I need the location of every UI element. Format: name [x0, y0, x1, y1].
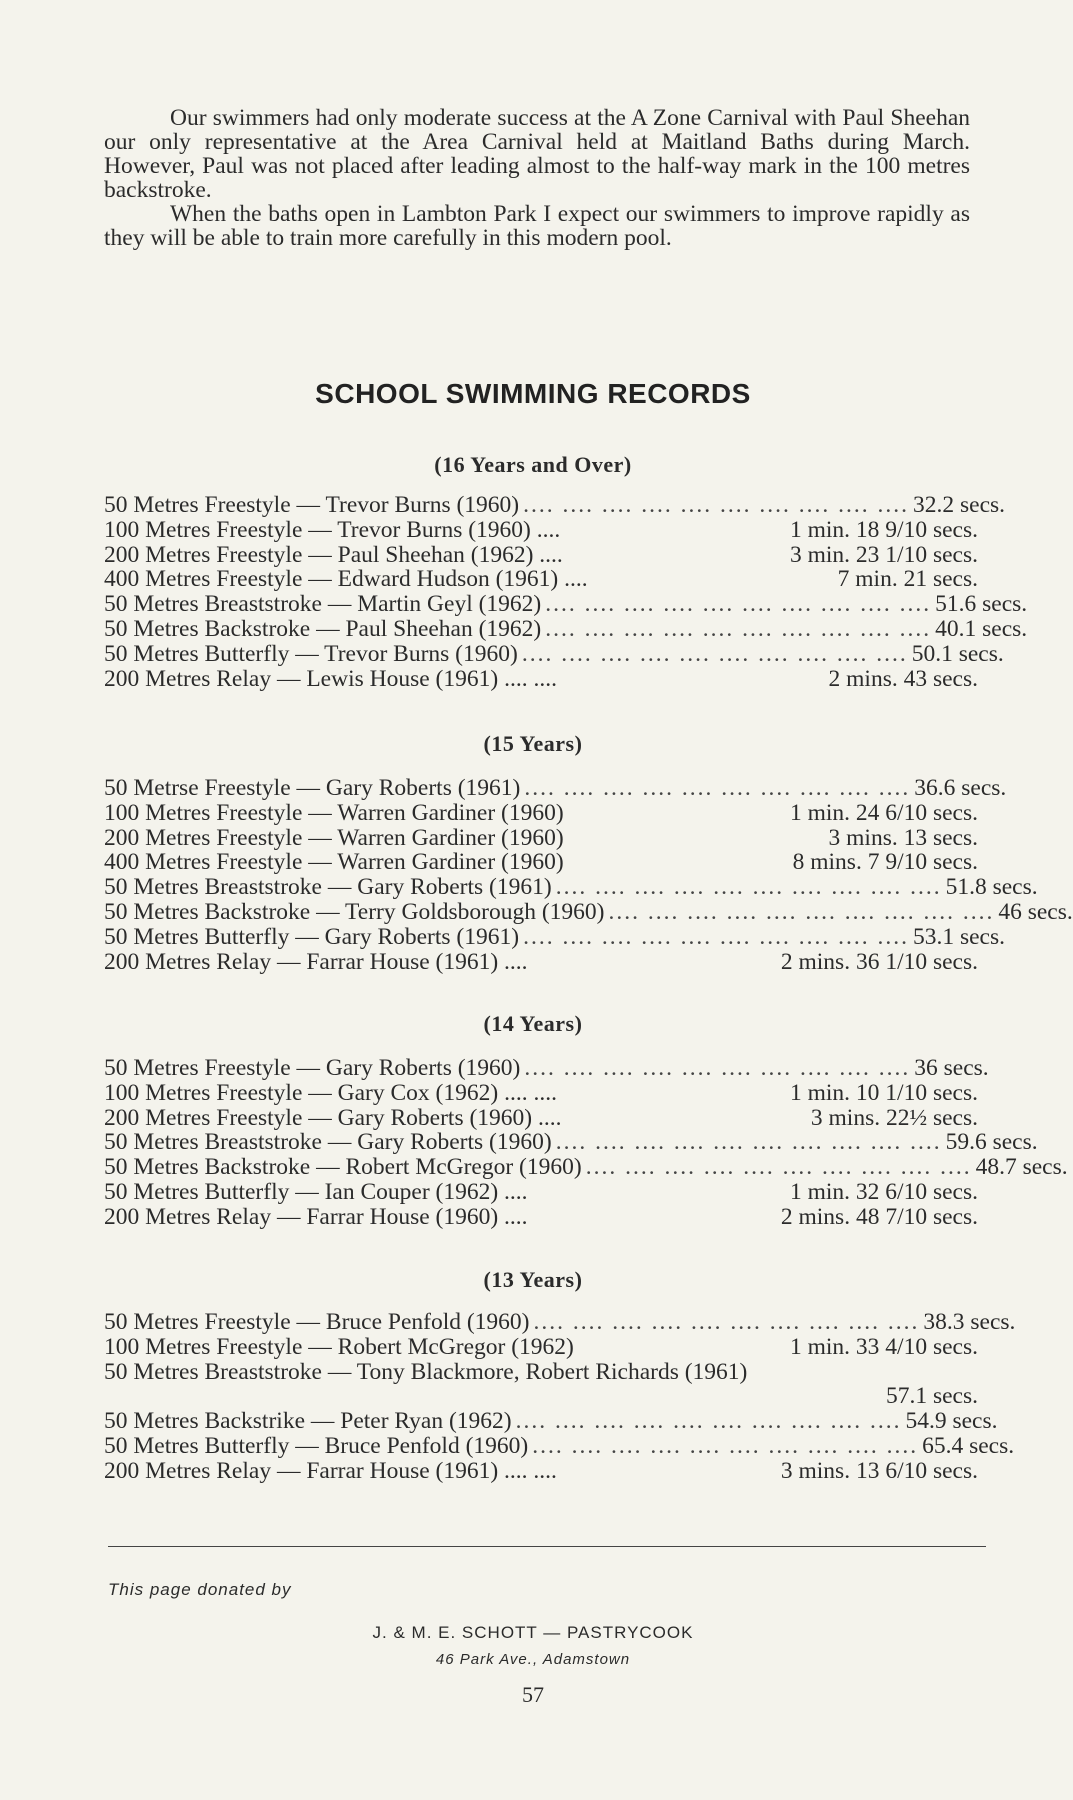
record-event: 50 Metres Backstrike — Peter Ryan (1962) — [104, 1408, 512, 1435]
intro-text — [104, 106, 970, 250]
record-row — [104, 640, 1004, 667]
dot-leader: .... .... .... .... .... .... .... .... .... .... — [585, 1154, 972, 1181]
record-time: 7 min. 21 secs. — [837, 566, 978, 593]
record-event: 100 Metres Freestyle — Warren Gardiner (1960) — [104, 799, 564, 826]
section-heading: (15 Years) — [483, 731, 583, 756]
record-time: 3 mins. 13 secs. — [828, 824, 978, 851]
section-heading: (16 Years and Over) — [434, 452, 632, 477]
record-time: 40.1 secs. — [935, 615, 1028, 642]
record-time: 1 min. 18 9/10 secs. — [790, 516, 978, 543]
record-event: 400 Metres Freestyle — Warren Gardiner (1960) — [104, 849, 564, 876]
record-row — [104, 1055, 989, 1081]
record-row — [104, 1129, 1038, 1156]
record-row — [104, 801, 978, 826]
record-event: 400 Metres Freestyle — Edward Hudson (1961) .... — [104, 566, 588, 593]
dot-leader: .... .... .... .... .... .... .... .... .... .... — [523, 492, 910, 518]
record-time: 54.9 secs. — [905, 1408, 998, 1435]
sponsor-address: 46 Park Ave., Adamstown — [435, 1651, 631, 1668]
record-row — [104, 874, 1038, 901]
dot-leader: .... .... .... .... .... .... .... .... .... .... — [555, 1129, 942, 1156]
record-time: 48.7 secs. — [975, 1154, 1068, 1181]
record-row — [104, 1432, 1015, 1459]
sponsor-name: J. & M. E. SCHOTT — PASTRYCOOK — [372, 1623, 694, 1642]
record-event: 50 Metres Backstroke — Robert McGregor (1960) — [104, 1154, 582, 1181]
record-event: 100 Metres Freestyle — Robert McGregor (1962) — [104, 1333, 574, 1360]
record-row — [104, 492, 1006, 518]
section-heading: (13 Years) — [483, 1267, 583, 1292]
record-row — [104, 1384, 978, 1409]
record-event: 50 Metres Breaststroke — Gary Roberts (1960) — [104, 1129, 552, 1156]
record-row — [104, 775, 1007, 801]
record-row — [104, 950, 978, 975]
record-row — [104, 1154, 1068, 1181]
record-row — [104, 1408, 998, 1435]
dot-leader: .... .... .... .... .... .... .... .... .... .... — [545, 591, 932, 618]
dot-leader: .... .... .... .... .... .... .... .... .... .... — [533, 1309, 920, 1335]
record-event: 100 Metres Freestyle — Gary Cox (1962) .... .... — [104, 1079, 557, 1106]
record-row — [104, 543, 978, 568]
record-event: 50 Metres Freestyle — Trevor Burns (1960) — [104, 492, 520, 518]
record-time: 57.1 secs. — [885, 1383, 978, 1410]
record-event: 200 Metres Relay — Lewis House (1961) .... .... — [104, 665, 557, 692]
record-event: 50 Metrse Freestyle — Gary Roberts (1961) — [104, 775, 521, 801]
record-event: 50 Metres Freestyle — Bruce Penfold (1960) — [104, 1309, 530, 1335]
record-time: 1 min. 24 6/10 secs. — [790, 799, 978, 826]
record-event: 200 Metres Freestyle — Gary Roberts (1960) .... — [104, 1104, 562, 1131]
record-row — [104, 1335, 978, 1360]
dot-leader: .... .... .... .... .... .... .... .... .... .... — [524, 775, 911, 801]
donation-note: This page donated by — [108, 1580, 292, 1599]
dot-leader: .... .... .... .... .... .... .... .... .... .... — [524, 1055, 911, 1081]
record-event: 50 Metres Backstroke — Terry Goldsborough (1960) — [104, 898, 605, 925]
intro-paragraph-1: Our swimmers had only moderate success at the A Zone Carnival with Paul Sheehan our only representative at the Area Carnival held at Maitland Baths during March. However, Paul was not placed after leading almost to the half-way mark in the 100 metres backstroke. — [104, 105, 970, 203]
record-row — [104, 518, 978, 543]
record-time: 32.2 secs. — [913, 492, 1006, 518]
record-time: 3 min. 23 1/10 secs. — [790, 541, 978, 568]
record-event: 50 Metres Butterfly — Trevor Burns (1960) — [104, 640, 518, 667]
record-time: 3 mins. 22½ secs. — [810, 1104, 978, 1131]
record-row — [104, 1106, 978, 1131]
record-time: 1 min. 33 4/10 secs. — [790, 1333, 978, 1360]
record-event: 50 Metres Breaststroke — Martin Geyl (1962) — [104, 591, 542, 618]
record-time: 51.6 secs. — [935, 591, 1028, 618]
record-time: 2 mins. 48 7/10 secs. — [780, 1203, 978, 1230]
record-event: 50 Metres Butterfly — Ian Couper (1962) .... — [104, 1178, 528, 1205]
record-event: 50 Metres Breaststroke — Gary Roberts (1961) — [104, 874, 552, 901]
record-time: 3 mins. 13 6/10 secs. — [780, 1457, 978, 1484]
page-title: SCHOOL SWIMMING RECORDS — [315, 378, 751, 409]
record-time: 36 secs. — [914, 1055, 989, 1081]
dot-leader: .... .... .... .... .... .... .... .... .... .... — [523, 923, 909, 950]
dot-leader: .... .... .... .... .... .... .... .... .... .... — [555, 874, 942, 901]
record-row — [104, 1459, 978, 1484]
record-time: 51.8 secs. — [945, 874, 1038, 901]
record-event: 200 Metres Relay — Farrar House (1961) .... .... — [104, 1457, 557, 1484]
record-event: 200 Metres Freestyle — Warren Gardiner (1960) — [104, 824, 564, 851]
record-time: 38.3 secs. — [923, 1309, 1016, 1335]
section-heading: (14 Years) — [483, 1011, 583, 1036]
record-row — [104, 1081, 978, 1106]
records-list — [104, 1309, 1016, 1484]
record-event: 50 Metres Freestyle — Gary Roberts (1960) — [104, 1055, 521, 1081]
record-time: 1 min. 32 6/10 secs. — [790, 1178, 978, 1205]
record-row — [104, 567, 978, 592]
record-time: 2 mins. 36 1/10 secs. — [780, 948, 978, 975]
dot-leader: .... .... .... .... .... .... .... .... .... .... — [545, 615, 932, 642]
record-time: 59.6 secs. — [945, 1129, 1038, 1156]
record-row — [104, 1360, 978, 1385]
record-time: 46 secs. — [998, 898, 1073, 925]
record-row — [104, 1205, 978, 1230]
record-time: 65.4 secs. — [922, 1432, 1015, 1459]
record-time: 1 min. 10 1/10 secs. — [790, 1079, 978, 1106]
record-row — [104, 923, 1005, 950]
record-event: 200 Metres Relay — Farrar House (1961) .... — [104, 948, 528, 975]
record-event: 50 Metres Butterfly — Gary Roberts (1961) — [104, 923, 520, 950]
record-row — [104, 615, 1028, 642]
record-row — [104, 898, 1073, 925]
records-list — [104, 492, 1028, 692]
record-row — [104, 850, 978, 875]
record-event: 50 Metres Butterfly — Bruce Penfold (1960) — [104, 1432, 529, 1459]
record-time: 8 mins. 7 9/10 secs. — [792, 849, 978, 876]
dot-leader: .... .... .... .... .... .... .... .... .... .... — [532, 1432, 919, 1459]
dot-leader: .... .... .... .... .... .... .... .... .... .... — [608, 898, 995, 925]
record-row — [104, 826, 978, 851]
dot-leader: .... .... .... .... .... .... .... .... .... .... — [515, 1408, 902, 1435]
divider-rule — [108, 1546, 986, 1547]
record-time: 2 mins. 43 secs. — [828, 665, 978, 692]
record-event: 100 Metres Freestyle — Trevor Burns (1960) .... — [104, 516, 561, 543]
record-event: 200 Metres Relay — Farrar House (1960) .... — [104, 1203, 528, 1230]
records-list — [104, 1055, 1068, 1230]
record-row — [104, 591, 1028, 618]
record-event: 50 Metres Backstroke — Paul Sheehan (1962) — [104, 615, 542, 642]
record-time: 53.1 secs. — [912, 923, 1005, 950]
page-number: 57 — [522, 1682, 544, 1707]
record-row — [104, 1180, 978, 1205]
record-row — [104, 667, 978, 692]
record-event: 200 Metres Freestyle — Paul Sheehan (1962) .... — [104, 541, 563, 568]
record-time: 36.6 secs. — [914, 775, 1007, 801]
dot-leader: .... .... .... .... .... .... .... .... .... .... — [521, 640, 908, 667]
intro-paragraph-2: When the baths open in Lambton Park I expect our swimmers to improve rapidly as they will be able to train more carefully in this modern pool. — [104, 201, 970, 251]
record-row — [104, 1309, 1016, 1335]
record-time: 50.1 secs. — [911, 640, 1004, 667]
record-event: 50 Metres Breaststroke — Tony Blackmore, Robert Richards (1961) — [104, 1358, 748, 1385]
records-list — [104, 775, 1073, 975]
